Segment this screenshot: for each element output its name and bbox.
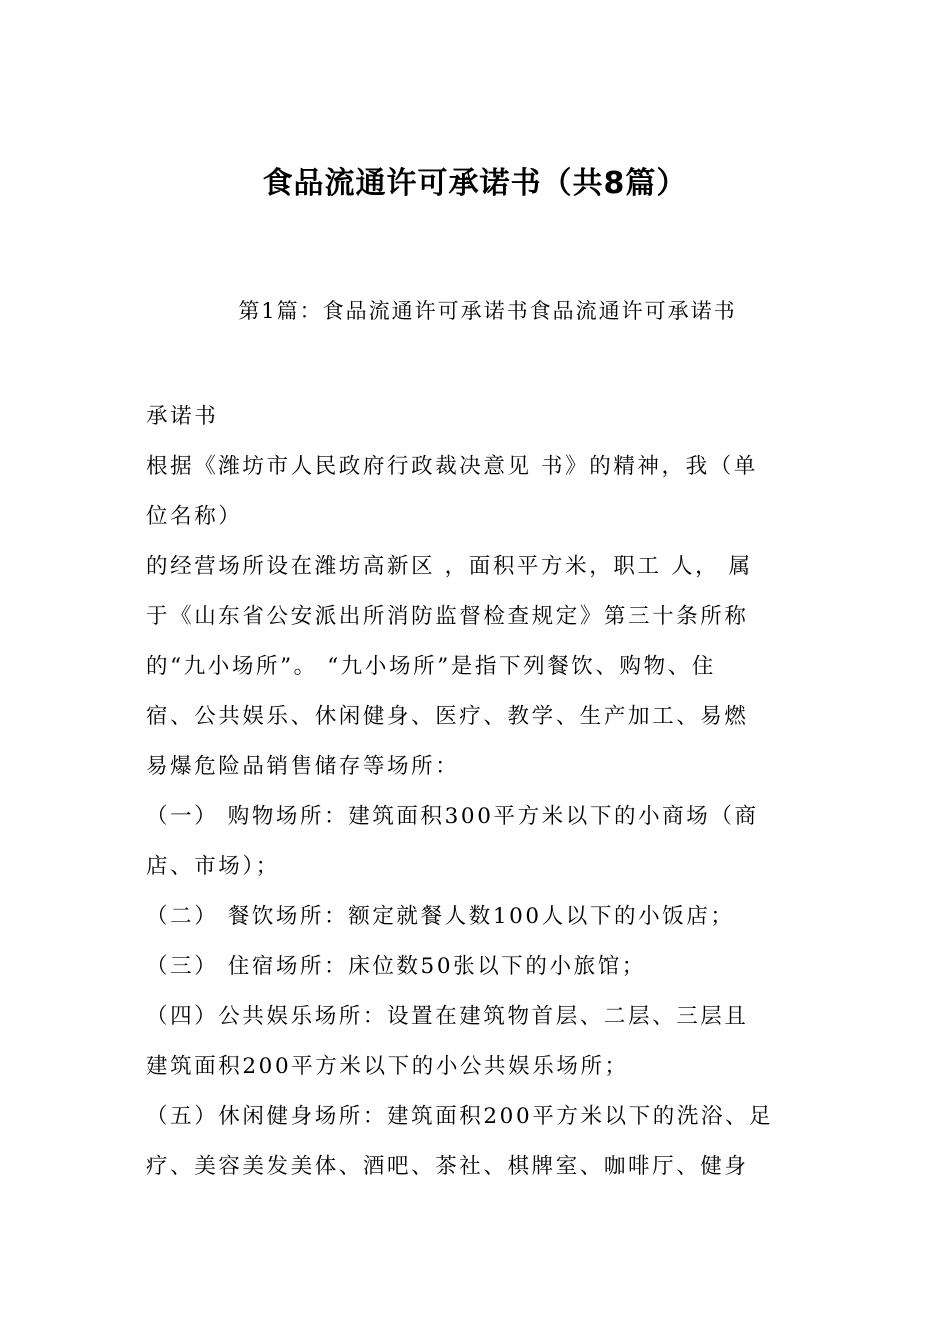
- body-line: （一） 购物场所：建筑面积300平方米以下的小商场（商: [146, 804, 759, 829]
- body-line: 易爆危险品销售储存等场所：: [146, 754, 460, 779]
- body-line: （二） 餐饮场所：额定就餐人数100人以下的小饭店；: [146, 904, 735, 929]
- body-line: 根据《潍坊市人民政府行政裁决意见 书》的精神，我（单: [146, 454, 758, 479]
- body-line: （五）休闲健身场所：建筑面积200平方米以下的洗浴、足: [146, 1104, 774, 1129]
- body-line: 的经营场所设在潍坊高新区 ，面积平方米，职工 人， 属: [146, 554, 753, 579]
- document-title: 食品流通许可承诺书（共8篇）: [262, 166, 688, 201]
- body-line: 于《山东省公安派出所消防监督检查规定》第三十条所称: [146, 604, 749, 629]
- body-line: 宿、公共娱乐、休闲健身、医疗、教学、生产加工、易燃: [146, 704, 749, 729]
- body-line: 位名称）: [146, 504, 243, 529]
- body-line: 承诺书: [146, 404, 219, 429]
- body-line: （三） 住宿场所：床位数50张以下的小旅馆；: [146, 954, 646, 979]
- body-line: 疗、美容美发美体、酒吧、茶社、棋牌室、咖啡厅、健身: [146, 1154, 749, 1179]
- body-line: （四）公共娱乐场所：设置在建筑物首层、二层、三层且: [146, 1004, 749, 1029]
- document-subtitle: 第1篇：食品流通许可承诺书食品流通许可承诺书: [238, 299, 737, 323]
- body-line: 的“九小场所”。 “九小场所”是指下列餐饮、购物、住: [146, 654, 716, 679]
- body-line: 建筑面积200平方米以下的小公共娱乐场所；: [146, 1054, 629, 1079]
- document-body: [146, 392, 806, 1192]
- body-line: 店、市场）；: [146, 854, 280, 879]
